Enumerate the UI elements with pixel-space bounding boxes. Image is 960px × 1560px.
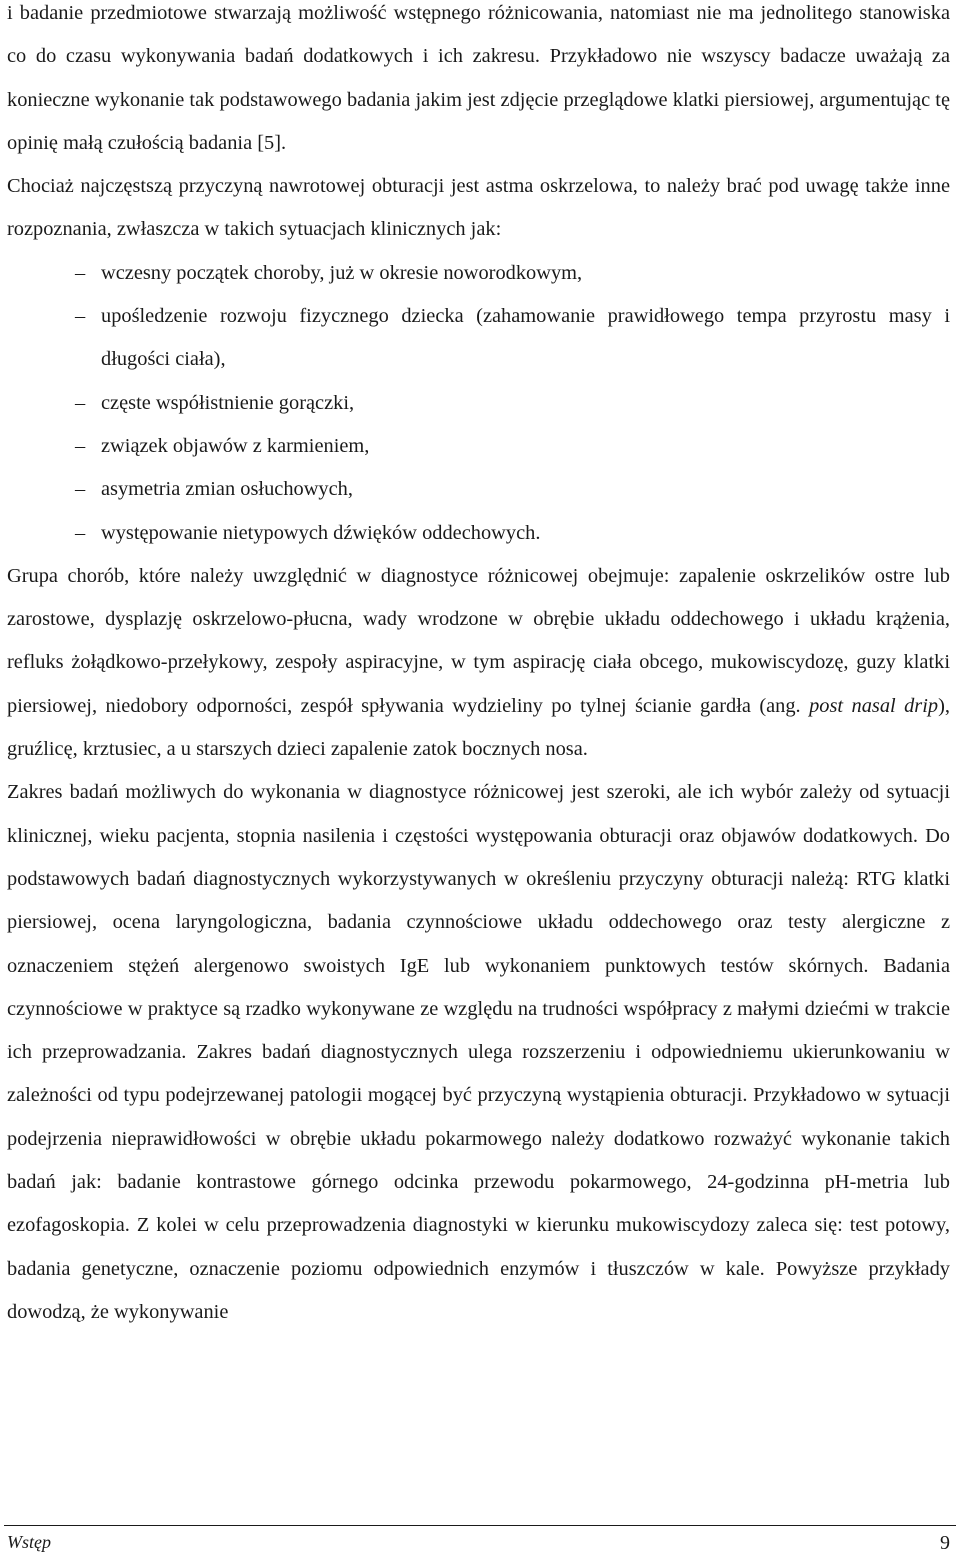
paragraph-disease-group <box>7 555 950 771</box>
footer-divider <box>4 1525 956 1526</box>
list-item: – związek objawów z karmieniem, <box>7 425 950 468</box>
paragraph-diagnostic-scope: Zakres badań możliwych do wykonania w diagnostyce różnicowej jest szeroki, ale ich wybór zależy od sytuacji klinicznej, wieku pacjenta, stopnia nasilenia i częstości występowania obturacji oraz objawów dodatkowych. Do podstawowych badań diagnostycznych wykorzystywanych w określeniu przyczyny obturacji należą: RTG klatki piersiowej, ocena laryngologiczna, badania czynnościowe układu oddechowego oraz testy alergiczne z oznaczeniem stężeń alergenowo swoistych IgE lub wykonaniem punktowych testów skórnych. Badania czynnościowe w praktyce są rzadko wykonywane ze względu na trudności współpracy z małymi dziećmi w trakcie ich przeprowadzania. Zakres badań diagnostycznych ulega rozszerzeniu i odpowiedniemu ukierunkowaniu w zależności od typu podejrzewanej patologii mogącej być przyczyną wystąpienia obturacji. Przykładowo w sytuacji podejrzenia nieprawidłowości w obrębie układu pokarmowego należy dodatkowo rozważyć wykonanie takich badań jak: badanie kontrastowe górnego odcinka przewodu pokarmowego, 24-godzinna pH-metria lub ezofagoskopia. Z kolei w celu przeprowadzenia diagnostyki w kierunku mukowiscydozy zaleca się: test potowy, badania genetyczne, oznaczenie poziomu odpowiednich enzymów i tłuszczów w kale. Powyższe przykłady dowodzą, że wykonywanie <box>7 781 950 1323</box>
body-text <box>7 0 950 1334</box>
footer-section-title: Wstęp <box>7 1532 51 1552</box>
list-item: – częste współistnienie gorączki, <box>7 382 950 425</box>
list-item: – wczesny początek choroby, już w okresie noworodkowym, <box>7 252 950 295</box>
paragraph-differential-intro: Chociaż najczęstszą przyczyną nawrotowej obturacji jest astma oskrzelowa, to należy brać pod uwagę także inne rozpoznania, zwłaszcza w takich sytuacjach klinicznych jak: <box>7 175 950 241</box>
page-number: 9 <box>940 1532 950 1554</box>
list-item: – asymetria zmian osłuchowych, <box>7 468 950 511</box>
list-item: – upośledzenie rozwoju fizycznego dziecka (zahamowanie prawidłowego tempa przyrostu masy i długości ciała), <box>7 295 950 382</box>
text-run: Grupa chorób, które należy uwzględnić w diagnostyce różnicowej obejmuje: zapalenie oskrzelików ostre lub zarostowe, dysplazję oskrzelowo-płucna, wady wrodzone w obrębie układu oddechowego i układu krążenia, refluks żołądkowo-przełykowy, zespoły aspiracyjne, w tym aspirację ciała obcego, mukowiscydozę, guzy klatki piersiowej, niedobory odporności, zespół spływania wydzieliny po tylnej ścianie gardła (ang. <box>7 564 950 717</box>
clinical-situations-list <box>7 252 950 555</box>
text-run: ), gruźlicę, krztusiec, a u starszych dzieci zapalenie zatok bocznych nosa. <box>7 694 950 761</box>
list-item: – występowanie nietypowych dźwięków oddechowych. <box>7 512 950 555</box>
italic-term: post nasal drip <box>809 694 939 717</box>
paragraph-continuation: i badanie przedmiotowe stwarzają możliwość wstępnego różnicowania, natomiast nie ma jednolitego stanowiska co do czasu wykonywania badań dodatkowych i ich zakresu. Przykładowo nie wszyscy badacze uważają za konieczne wykonanie tak podstawowego badania jakim jest zdjęcie przeglądowe klatki piersiowej, argumentując tę opinię małą czułością badania [5]. <box>7 2 950 154</box>
